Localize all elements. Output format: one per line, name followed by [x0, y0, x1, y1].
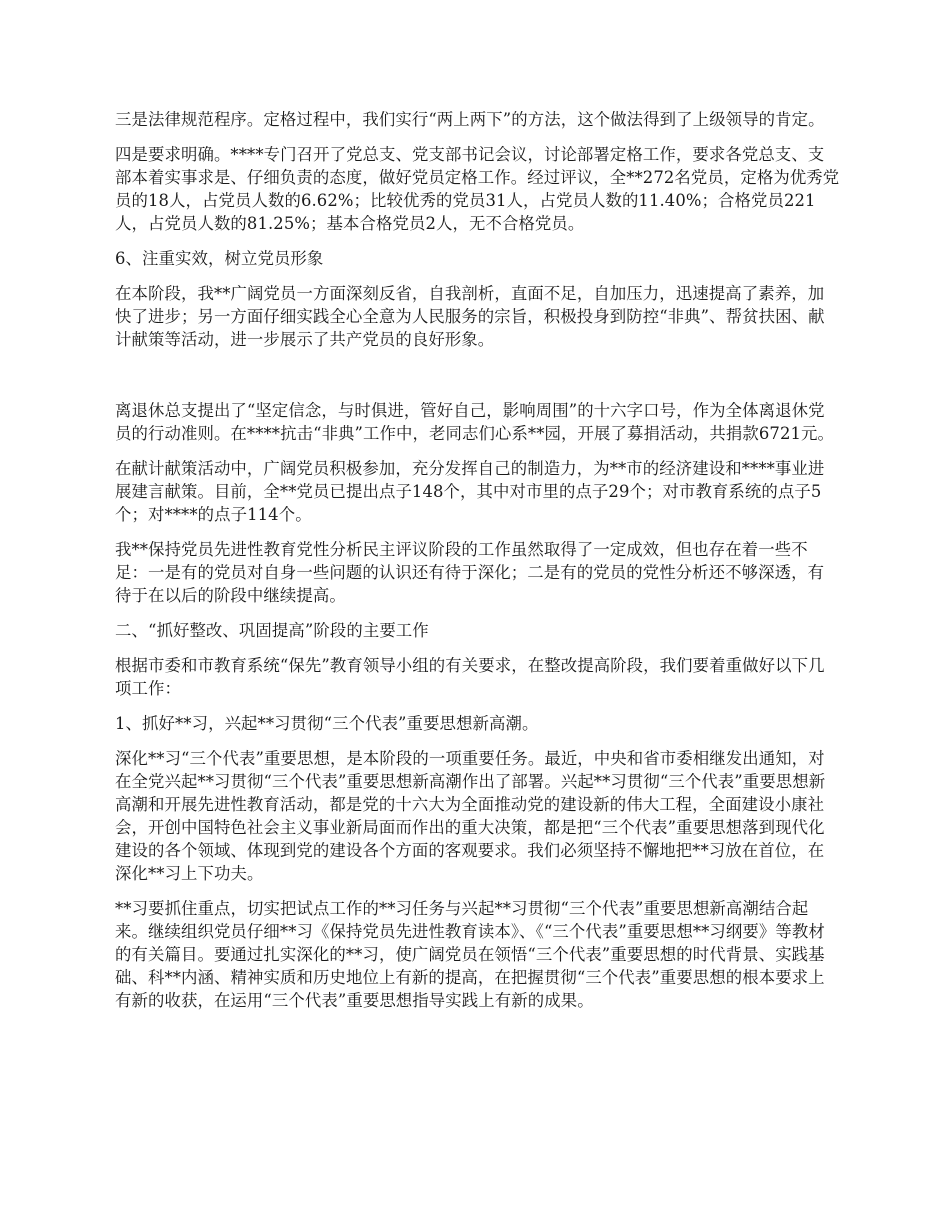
document-body — [115, 108, 840, 1024]
paragraph-deepen-study: 深化**习“三个代表”重要思想，是本阶段的一项重要任务。最近，中央和省市委相继发出通知，对在全党兴起**习贯彻“三个代表”重要思想新高潮作出了部署。兴起**习贯彻“三个代表”重要思想新高潮和开展先进性教育活动，都是党的十六大为全面推动党的建设新的伟大工程，全面建设小康社会，开创中国特色社会主义事业新局面而作出的重大决策，都是把“三个代表”重要思想落到现代化建设的各个领域、体现到党的建设各个方面的客观要求。我们必须坚持不懈地把**习放在首位，在深化**习上下功夫。 — [115, 749, 826, 883]
paragraph-requirements: 根据市委和市教育系统“保先”教育领导小组的有关要求，在整改提高阶段，我们要着重做好以下几项工作： — [115, 656, 825, 698]
paragraph-study-focus: **习要抓住重点，切实把试点工作的**习任务与兴起**习贯彻“三个代表”重要思想新高潮结合起来。继续组织党员仔细**习《保持党员先进性教育读本》、《“三个代表”重要思想**习纲要》等教材的有关篇目。要通过扎实深化的**习，使广阔党员在领悟“三个代表”重要思想的时代背景、实践基础、科**内涵、精神实质和历史地位上有新的提高，在把握贯彻“三个代表”重要思想的根本要求上有新的收获，在运用“三个代表”重要思想指导实践上有新的成果。 — [115, 899, 825, 1010]
paragraph-suggestions: 在献计献策活动中，广阔党员积极参加，充分发挥自己的制造力，为**市的经济建设和****事业进展建言献策。目前，全**党员已提出点子148个，其中对市里的点子29个；对市教育系统的点子5个；对****的点子114个。 — [115, 459, 825, 524]
paragraph-retirees: 离退休总支提出了“坚定信念，与时俱进，管好自己，影响周围”的十六字口号，作为全体离退休党员的行动准则。在****抗击“非典”工作中，老同志们心系**园，开展了募捐活动，共捐款6721元。 — [115, 401, 834, 443]
subheading-study: 1、抓好**习，兴起**习贯彻“三个代表”重要思想新高潮。 — [115, 714, 539, 733]
paragraph-shortcomings: 我**保持党员先进性教育党性分析民主评议阶段的工作虽然取得了一定成效，但也存在着一些不足：一是有的党员对自身一些问题的认识还有待于深化；二是有的党员的党性分析还不够深透，有待于在以后的阶段中继续提高。 — [115, 540, 825, 605]
paragraph-member-image: 在本阶段，我**广阔党员一方面深刻反省，自我剖析，直面不足，自加压力，迅速提高了素养，加快了进步；另一方面仔细实践全心全意为人民服务的宗旨，积极投身到防控“非典”、帮贫扶困、献计献策等活动，进一步展示了共产党员的良好形象。 — [115, 284, 825, 349]
paragraph-legal-procedure: 三是法律规范程序。定格过程中，我们实行“两上两下”的方法，这个做法得到了上级领导的肯定。 — [115, 110, 825, 129]
section-heading-rectification: 二、“抓好整改、巩固提高”阶段的主要工作 — [115, 621, 429, 640]
blank-spacer — [115, 363, 840, 399]
paragraph-clear-requirements: 四是要求明确。****专门召开了党总支、党支部书记会议，讨论部署定格工作，要求各党总支、支部本着实事求是、仔细负责的态度，做好党员定格工作。经过评议，全**272名党员，定格为优秀党员的18人，占党员人数的6.62%；比较优秀的党员31人，占党员人数的11.40%；合格党员221人，占党员人数的81.25%；基本合格党员2人，无不合格党员。 — [115, 145, 840, 233]
section-heading-effectiveness: 6、注重实效，树立党员形象 — [115, 249, 324, 268]
